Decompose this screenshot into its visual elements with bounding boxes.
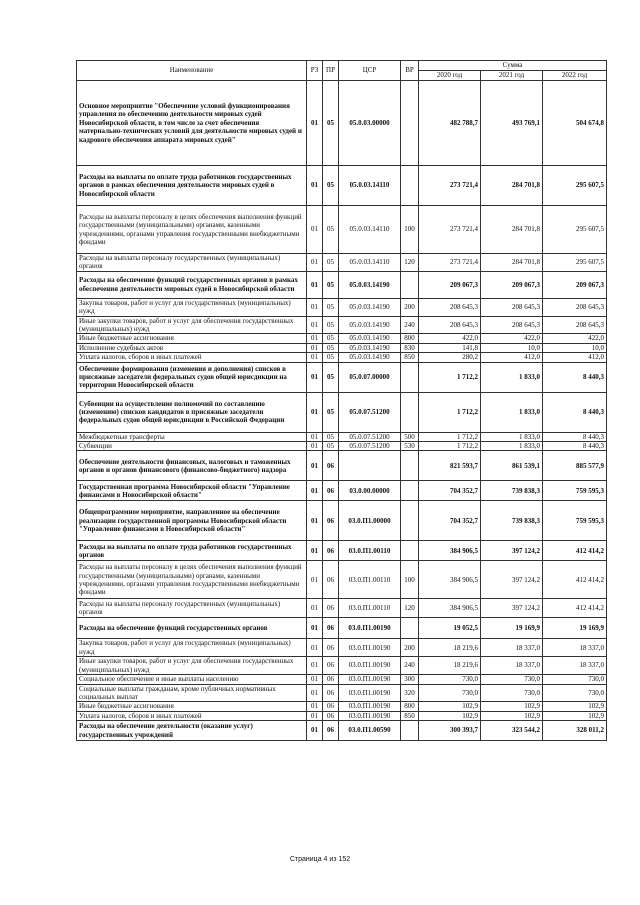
table-row <box>77 353 607 362</box>
cell-y1: 300 393,7 <box>419 721 481 741</box>
cell-csr: 05.0.03.14110 <box>339 166 401 206</box>
cell-y2: 493 769,1 <box>481 81 543 166</box>
table-row <box>77 501 607 541</box>
cell-y1: 102,9 <box>419 702 481 711</box>
cell-name: Расходы на обеспечение деятельности (оказание услуг) государственных учреждений <box>77 721 307 741</box>
cell-rz: 01 <box>307 298 323 316</box>
cell-rz: 01 <box>307 481 323 501</box>
table-row <box>77 392 607 432</box>
cell-vr <box>401 362 419 392</box>
cell-name: Расходы на выплаты по оплате труда работников государственных органов в рамках обеспечения деятельности мировых судей в Новосибирской области <box>77 166 307 206</box>
cell-vr <box>401 392 419 432</box>
cell-y3: 8 440,3 <box>543 362 607 392</box>
cell-rz: 01 <box>307 271 323 298</box>
cell-pr: 06 <box>323 599 339 618</box>
cell-rz: 01 <box>307 599 323 618</box>
cell-y1: 1 712,2 <box>419 392 481 432</box>
cell-rz: 01 <box>307 561 323 599</box>
cell-y1: 730,0 <box>419 684 481 702</box>
cell-y3: 295 607,5 <box>543 206 607 254</box>
header-csr: ЦСР <box>339 61 401 81</box>
cell-vr: 850 <box>401 711 419 720</box>
cell-rz: 01 <box>307 81 323 166</box>
cell-y1: 102,9 <box>419 711 481 720</box>
cell-y3: 759 595,3 <box>543 481 607 501</box>
cell-name: Социальное обеспечение и иные выплаты населению <box>77 675 307 684</box>
cell-rz: 01 <box>307 711 323 720</box>
cell-y1: 384 906,5 <box>419 541 481 561</box>
table-row <box>77 254 607 272</box>
cell-pr: 05 <box>323 353 339 362</box>
cell-y2: 284 701,8 <box>481 166 543 206</box>
cell-rz: 01 <box>307 432 323 441</box>
cell-y2: 18 337,0 <box>481 657 543 675</box>
cell-y3: 412 414,2 <box>543 561 607 599</box>
cell-pr: 06 <box>323 675 339 684</box>
cell-y2: 209 067,3 <box>481 271 543 298</box>
table-row <box>77 271 607 298</box>
cell-y2: 861 539,1 <box>481 451 543 481</box>
cell-y1: 208 645,3 <box>419 316 481 334</box>
cell-y1: 141,8 <box>419 343 481 352</box>
cell-vr: 530 <box>401 442 419 451</box>
cell-rz: 01 <box>307 362 323 392</box>
cell-pr: 06 <box>323 684 339 702</box>
table-row <box>77 442 607 451</box>
cell-y3: 208 645,3 <box>543 298 607 316</box>
cell-y2: 730,0 <box>481 675 543 684</box>
cell-name: Иные бюджетные ассигнования <box>77 334 307 343</box>
cell-y3: 412 414,2 <box>543 599 607 618</box>
cell-y2: 412,0 <box>481 353 543 362</box>
cell-y1: 1 712,2 <box>419 432 481 441</box>
cell-vr <box>401 501 419 541</box>
cell-csr: 03.0.П1.00190 <box>339 618 401 639</box>
cell-y1: 18 219,6 <box>419 639 481 657</box>
cell-csr: 03.0.П1.00000 <box>339 501 401 541</box>
table-row <box>77 721 607 741</box>
cell-pr: 06 <box>323 721 339 741</box>
cell-vr: 100 <box>401 206 419 254</box>
cell-name: Социальные выплаты гражданам, кроме публичных нормативных социальных выплат <box>77 684 307 702</box>
budget-table-container <box>76 60 606 741</box>
cell-y2: 323 544,2 <box>481 721 543 741</box>
header-year-2020: 2020 год <box>419 71 481 81</box>
cell-vr <box>401 481 419 501</box>
cell-y3: 422,0 <box>543 334 607 343</box>
cell-y1: 821 593,7 <box>419 451 481 481</box>
cell-y2: 1 833,0 <box>481 432 543 441</box>
cell-rz: 01 <box>307 684 323 702</box>
cell-y3: 209 067,3 <box>543 271 607 298</box>
cell-csr: 05.0.03.14110 <box>339 206 401 254</box>
table-row <box>77 481 607 501</box>
cell-pr: 05 <box>323 392 339 432</box>
cell-vr: 100 <box>401 561 419 599</box>
cell-y1: 730,0 <box>419 675 481 684</box>
cell-y2: 102,9 <box>481 702 543 711</box>
cell-csr: 05.0.07.51200 <box>339 392 401 432</box>
cell-pr: 05 <box>323 298 339 316</box>
table-body <box>77 81 607 741</box>
cell-vr: 200 <box>401 639 419 657</box>
cell-y1: 19 052,5 <box>419 618 481 639</box>
cell-y3: 412,0 <box>543 353 607 362</box>
cell-csr: 05.0.03.14190 <box>339 343 401 352</box>
table-row <box>77 561 607 599</box>
cell-vr: 850 <box>401 353 419 362</box>
cell-name: Общепрограммное мероприятие, направленное на обеспечение реализации государственной программы Новосибирской области "Управление финансами в Новосибирской области" <box>77 501 307 541</box>
cell-name: Субвенции на осуществление полномочий по составлению (изменению) списков кандидатов в присяжные заседатели федеральных судов общей юрисдикции в Российской Федерации <box>77 392 307 432</box>
cell-rz: 01 <box>307 618 323 639</box>
cell-y1: 384 906,5 <box>419 599 481 618</box>
cell-y2: 1 833,0 <box>481 392 543 432</box>
cell-vr <box>401 166 419 206</box>
cell-y2: 208 645,3 <box>481 316 543 334</box>
cell-y3: 8 440,3 <box>543 392 607 432</box>
cell-vr <box>401 721 419 741</box>
cell-vr: 800 <box>401 334 419 343</box>
cell-pr: 05 <box>323 334 339 343</box>
cell-vr: 240 <box>401 657 419 675</box>
cell-rz: 01 <box>307 639 323 657</box>
table-row <box>77 298 607 316</box>
table-row <box>77 166 607 206</box>
cell-rz: 01 <box>307 206 323 254</box>
cell-rz: 01 <box>307 316 323 334</box>
cell-y2: 102,9 <box>481 711 543 720</box>
cell-vr: 120 <box>401 599 419 618</box>
cell-rz: 01 <box>307 334 323 343</box>
cell-name: Закупка товаров, работ и услуг для государственных (муниципальных) нужд <box>77 639 307 657</box>
cell-y3: 412 414,2 <box>543 541 607 561</box>
header-year-2022: 2022 год <box>543 71 607 81</box>
cell-csr <box>339 451 401 481</box>
cell-pr: 06 <box>323 501 339 541</box>
cell-pr: 06 <box>323 618 339 639</box>
cell-name: Основное мероприятие "Обеспечение условий функционирования управления по обеспечению деятельности мировых судей Новосибирской области, в том числе за счет обеспечения материально-технических условий для деятельности мировых судей и кадрового обеспечения аппарата мировых судей" <box>77 81 307 166</box>
table-row <box>77 657 607 675</box>
cell-y1: 273 721,4 <box>419 206 481 254</box>
budget-table <box>76 60 607 741</box>
cell-y2: 10,0 <box>481 343 543 352</box>
cell-name: Расходы на выплаты персоналу в целях обеспечения выполнения функций государственными (муниципальными) органами, казенными учреждениями, органами управления государственными внебюджетными фондами <box>77 206 307 254</box>
cell-csr: 03.0.П1.00190 <box>339 675 401 684</box>
cell-csr: 05.0.07.51200 <box>339 432 401 441</box>
cell-name: Иные закупки товаров, работ и услуг для обеспечения государственных (муниципальных) нужд <box>77 316 307 334</box>
cell-y3: 8 440,3 <box>543 442 607 451</box>
cell-pr: 05 <box>323 166 339 206</box>
table-row <box>77 639 607 657</box>
cell-rz: 01 <box>307 702 323 711</box>
cell-rz: 01 <box>307 353 323 362</box>
cell-pr: 06 <box>323 561 339 599</box>
cell-vr: 830 <box>401 343 419 352</box>
cell-y2: 730,0 <box>481 684 543 702</box>
cell-rz: 01 <box>307 501 323 541</box>
cell-csr: 03.0.П1.00110 <box>339 541 401 561</box>
cell-name: Обеспечение формирования (изменения и дополнения) списков в присяжные заседатели федеральных судов общей юрисдикции на территории Новосибирской области <box>77 362 307 392</box>
cell-pr: 06 <box>323 657 339 675</box>
header-name: Наименование <box>77 61 307 81</box>
cell-y2: 397 124,2 <box>481 541 543 561</box>
cell-csr: 03.0.П1.00190 <box>339 711 401 720</box>
cell-csr: 03.0.П1.00110 <box>339 561 401 599</box>
cell-rz: 01 <box>307 657 323 675</box>
table-row <box>77 206 607 254</box>
header-year-2021: 2021 год <box>481 71 543 81</box>
cell-y3: 730,0 <box>543 684 607 702</box>
cell-csr: 05.0.07.51200 <box>339 442 401 451</box>
cell-vr <box>401 81 419 166</box>
cell-csr: 05.0.03.14190 <box>339 316 401 334</box>
cell-rz: 01 <box>307 254 323 272</box>
cell-name: Расходы на выплаты персоналу в целях обеспечения выполнения функций государственными (муниципальными) органами, казенными учреждениями, органами управления государственными внебюджетными фондами <box>77 561 307 599</box>
cell-rz: 01 <box>307 541 323 561</box>
cell-name: Государственная программа Новосибирской области "Управление финансами в Новосибирской области" <box>77 481 307 501</box>
cell-csr: 03.0.П1.00590 <box>339 721 401 741</box>
cell-vr <box>401 271 419 298</box>
cell-y3: 885 577,9 <box>543 451 607 481</box>
cell-y3: 102,9 <box>543 711 607 720</box>
cell-vr: 120 <box>401 254 419 272</box>
cell-rz: 01 <box>307 451 323 481</box>
cell-y3: 18 337,0 <box>543 657 607 675</box>
cell-pr: 05 <box>323 254 339 272</box>
cell-pr: 05 <box>323 362 339 392</box>
cell-name: Иные закупки товаров, работ и услуг для обеспечения государственных (муниципальных) нужд <box>77 657 307 675</box>
cell-name: Межбюджетные трансферты <box>77 432 307 441</box>
cell-y2: 397 124,2 <box>481 599 543 618</box>
cell-y1: 273 721,4 <box>419 254 481 272</box>
page-number: Страница 4 из 152 <box>289 856 351 863</box>
cell-y2: 739 838,3 <box>481 481 543 501</box>
cell-csr: 05.0.03.14110 <box>339 254 401 272</box>
cell-rz: 01 <box>307 675 323 684</box>
cell-y1: 209 067,3 <box>419 271 481 298</box>
cell-pr: 06 <box>323 639 339 657</box>
cell-name: Уплата налогов, сборов и иных платежей <box>77 711 307 720</box>
table-row <box>77 618 607 639</box>
cell-y3: 730,0 <box>543 675 607 684</box>
cell-y2: 397 124,2 <box>481 561 543 599</box>
cell-vr: 240 <box>401 316 419 334</box>
cell-y2: 422,0 <box>481 334 543 343</box>
cell-csr: 05.0.07.00000 <box>339 362 401 392</box>
cell-vr: 200 <box>401 298 419 316</box>
cell-pr: 05 <box>323 206 339 254</box>
cell-y1: 704 352,7 <box>419 481 481 501</box>
cell-y2: 739 838,3 <box>481 501 543 541</box>
cell-vr: 800 <box>401 702 419 711</box>
cell-vr <box>401 541 419 561</box>
cell-y1: 422,0 <box>419 334 481 343</box>
cell-rz: 01 <box>307 166 323 206</box>
cell-y1: 208 645,3 <box>419 298 481 316</box>
cell-csr: 03.0.00.00000 <box>339 481 401 501</box>
cell-vr: 300 <box>401 675 419 684</box>
header-rz: РЗ <box>307 61 323 81</box>
cell-y3: 328 011,2 <box>543 721 607 741</box>
table-row <box>77 81 607 166</box>
cell-y3: 295 607,5 <box>543 254 607 272</box>
cell-csr: 05.0.03.14190 <box>339 334 401 343</box>
table-row <box>77 711 607 720</box>
cell-y3: 295 607,5 <box>543 166 607 206</box>
table-row <box>77 432 607 441</box>
table-row <box>77 334 607 343</box>
cell-y1: 482 788,7 <box>419 81 481 166</box>
cell-rz: 01 <box>307 721 323 741</box>
cell-rz: 01 <box>307 392 323 432</box>
cell-y3: 102,9 <box>543 702 607 711</box>
cell-y3: 504 674,8 <box>543 81 607 166</box>
cell-name: Расходы на обеспечение функций государственных органов в рамках обеспечения деятельности мировых судей в Новосибирской области <box>77 271 307 298</box>
header-sum: Сумма <box>419 61 607 71</box>
table-row <box>77 684 607 702</box>
cell-name: Исполнение судебных актов <box>77 343 307 352</box>
cell-name: Субвенции <box>77 442 307 451</box>
cell-y3: 10,0 <box>543 343 607 352</box>
header-pr: ПР <box>323 61 339 81</box>
cell-name: Обеспечение деятельности финансовых, налоговых и таможенных органов и органов финансового (финансово-бюджетного) надзора <box>77 451 307 481</box>
cell-pr: 05 <box>323 316 339 334</box>
cell-csr: 03.0.П1.00190 <box>339 639 401 657</box>
cell-csr: 05.0.03.14190 <box>339 298 401 316</box>
cell-y1: 704 352,7 <box>419 501 481 541</box>
cell-csr: 05.0.03.14190 <box>339 271 401 298</box>
cell-y1: 1 712,2 <box>419 362 481 392</box>
cell-y2: 208 645,3 <box>481 298 543 316</box>
cell-csr: 03.0.П1.00110 <box>339 599 401 618</box>
cell-pr: 05 <box>323 343 339 352</box>
cell-csr: 03.0.П1.00190 <box>339 702 401 711</box>
cell-pr: 06 <box>323 481 339 501</box>
table-row <box>77 451 607 481</box>
cell-pr: 05 <box>323 442 339 451</box>
cell-y3: 8 440,3 <box>543 432 607 441</box>
cell-y1: 273 721,4 <box>419 166 481 206</box>
cell-y2: 19 169,9 <box>481 618 543 639</box>
cell-y3: 18 337,0 <box>543 639 607 657</box>
cell-name: Расходы на выплаты персоналу государственных (муниципальных) органов <box>77 254 307 272</box>
cell-pr: 06 <box>323 711 339 720</box>
table-row <box>77 702 607 711</box>
cell-pr: 06 <box>323 451 339 481</box>
cell-csr: 05.0.03.14190 <box>339 353 401 362</box>
cell-y2: 284 701,8 <box>481 206 543 254</box>
cell-csr: 03.0.П1.00190 <box>339 657 401 675</box>
table-row <box>77 316 607 334</box>
cell-name: Закупка товаров, работ и услуг для государственных (муниципальных) нужд <box>77 298 307 316</box>
cell-name: Расходы на выплаты по оплате труда работников государственных органов <box>77 541 307 561</box>
cell-y1: 1 712,2 <box>419 442 481 451</box>
cell-pr: 05 <box>323 81 339 166</box>
cell-y3: 19 169,9 <box>543 618 607 639</box>
cell-vr: 500 <box>401 432 419 441</box>
cell-rz: 01 <box>307 442 323 451</box>
cell-vr: 320 <box>401 684 419 702</box>
cell-y3: 208 645,3 <box>543 316 607 334</box>
table-row <box>77 362 607 392</box>
cell-pr: 05 <box>323 432 339 441</box>
cell-y2: 1 833,0 <box>481 362 543 392</box>
cell-y1: 280,2 <box>419 353 481 362</box>
table-row <box>77 675 607 684</box>
header-vr: ВР <box>401 61 419 81</box>
cell-vr <box>401 451 419 481</box>
cell-name: Расходы на выплаты персоналу государственных (муниципальных) органов <box>77 599 307 618</box>
table-row <box>77 343 607 352</box>
cell-y2: 18 337,0 <box>481 639 543 657</box>
cell-y1: 18 219,6 <box>419 657 481 675</box>
cell-y1: 384 906,5 <box>419 561 481 599</box>
table-row <box>77 599 607 618</box>
cell-y2: 1 833,0 <box>481 442 543 451</box>
cell-y2: 284 701,8 <box>481 254 543 272</box>
cell-rz: 01 <box>307 343 323 352</box>
cell-pr: 06 <box>323 541 339 561</box>
cell-y3: 759 595,3 <box>543 501 607 541</box>
cell-vr <box>401 618 419 639</box>
cell-name: Уплата налогов, сборов и иных платежей <box>77 353 307 362</box>
table-row <box>77 541 607 561</box>
cell-name: Расходы на обеспечение функций государственных органов <box>77 618 307 639</box>
cell-csr: 05.0.03.00000 <box>339 81 401 166</box>
cell-pr: 05 <box>323 271 339 298</box>
cell-csr: 03.0.П1.00190 <box>339 684 401 702</box>
cell-pr: 06 <box>323 702 339 711</box>
cell-name: Иные бюджетные ассигнования <box>77 702 307 711</box>
